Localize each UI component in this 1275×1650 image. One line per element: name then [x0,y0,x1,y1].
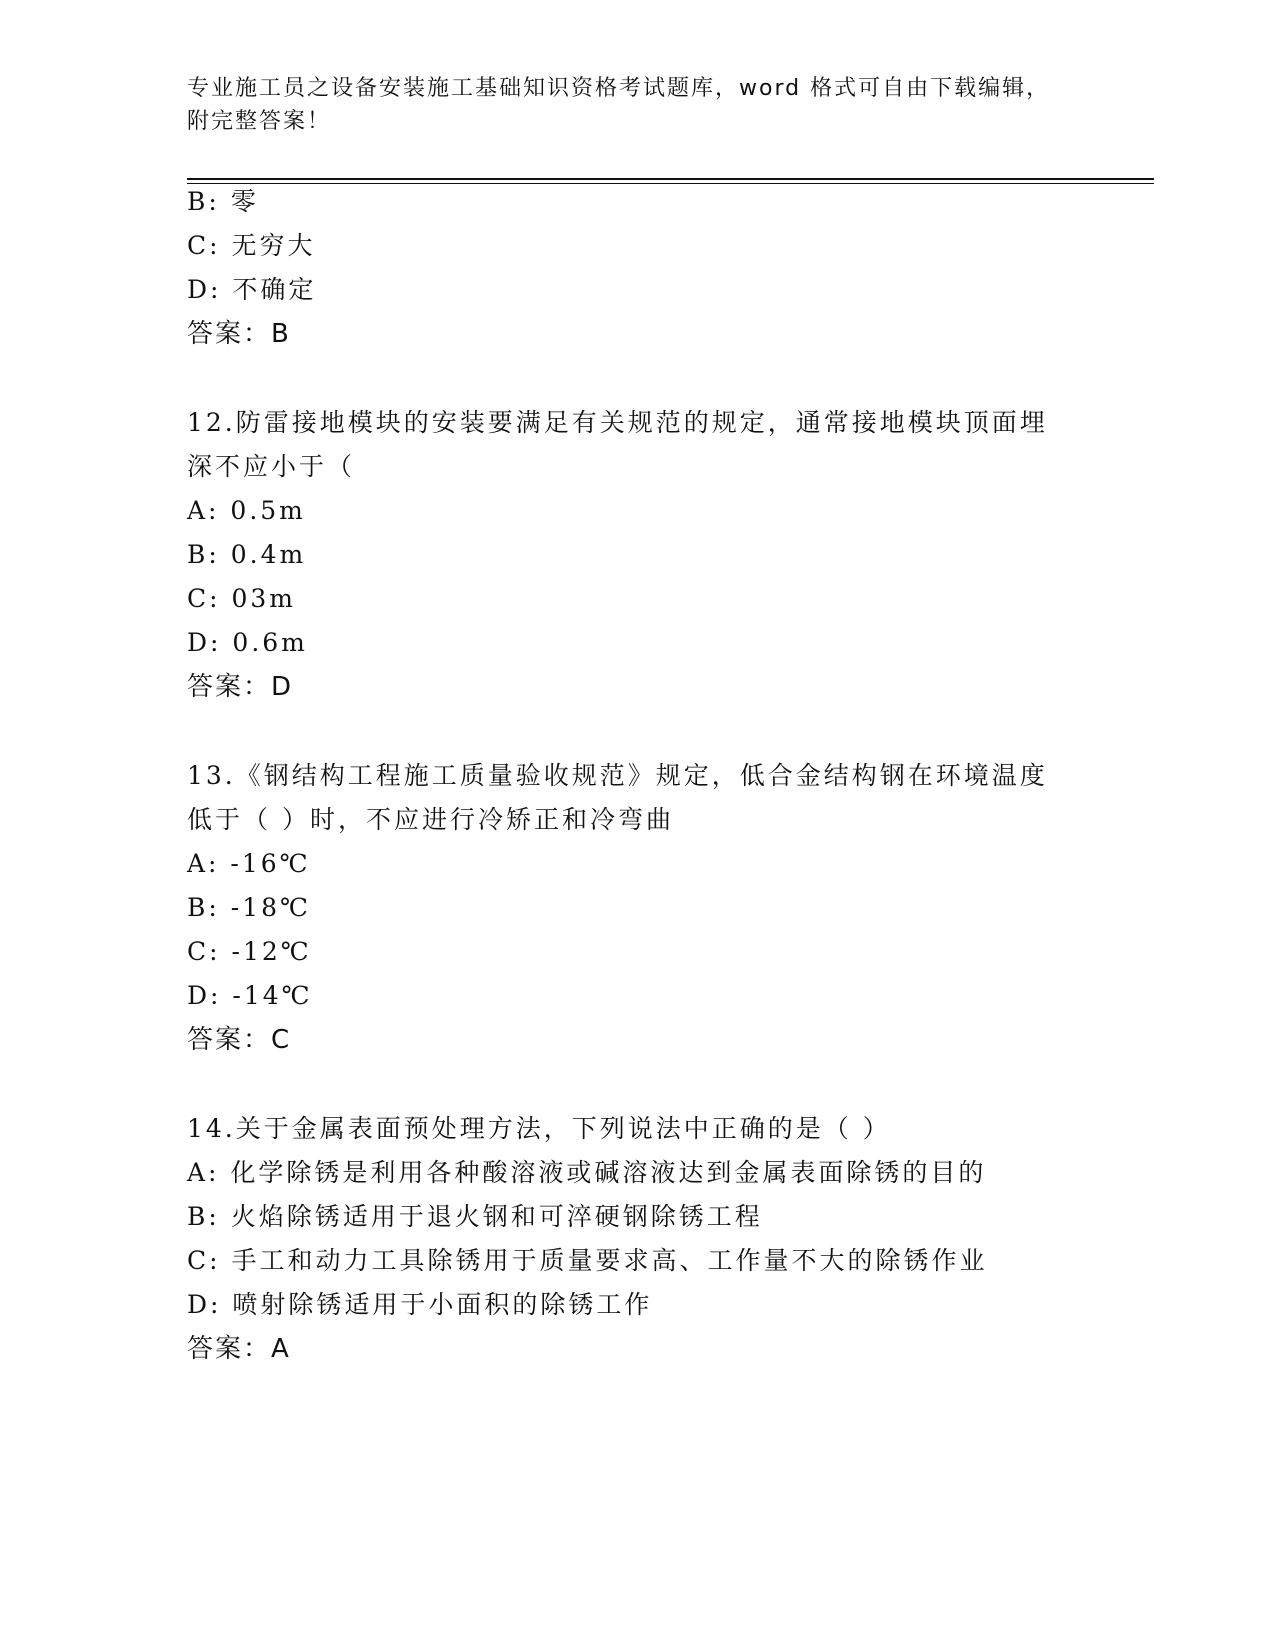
document-header [187,72,1087,138]
header-divider-thin [187,183,1154,184]
q12-option-c: C: 03m [187,584,297,613]
q13-option-b: B: -18℃ [187,893,311,922]
q11-option-d: D: 不确定 [187,275,317,304]
q14-answer: 答案：A [187,1334,291,1364]
header-line-2: 附完整答案！ [187,109,332,134]
q13-option-a: A: -16℃ [187,849,311,878]
q12-answer: 答案：D [187,672,294,702]
q13-stem-line-2: 低于（ ）时，不应进行冷矫正和冷弯曲 [187,805,674,834]
q12-stem-line-2: 深不应小于（ [187,452,356,481]
q13-option-d: D: -14℃ [187,981,313,1010]
q13-answer: 答案：C [187,1025,292,1055]
q14-option-a: A: 化学除锈是利用各种酸溶液或碱溶液达到金属表面除锈的目的 [187,1158,987,1187]
q11-option-b: B: 零 [187,187,259,216]
q11-answer: 答案：B [187,319,291,349]
header-line-1: 专业施工员之设备安装施工基础知识资格考试题库，word 格式可自由下载编辑， [187,76,1051,101]
q13-option-c: C: -12℃ [187,937,312,966]
q14-option-c: C: 手工和动力工具除锈用于质量要求高、工作量不大的除锈作业 [187,1246,988,1275]
q14-stem-line-1: 14.关于金属表面预处理方法，下列说法中正确的是（ ） [187,1114,891,1143]
q12-option-a: A: 0.5m [187,496,306,525]
q14-option-b: B: 火焰除锈适用于退火钢和可淬硬钢除锈工程 [187,1202,763,1231]
q13-stem-line-1: 13.《钢结构工程施工质量验收规范》规定，低合金结构钢在环境温度 [187,761,1048,790]
q12-stem-line-1: 12.防雷接地模块的安装要满足有关规范的规定，通常接地模块顶面埋 [187,408,1048,437]
header-divider-thick [187,178,1154,180]
q14-option-d: D: 喷射除锈适用于小面积的除锈工作 [187,1290,653,1319]
q12-option-b: B: 0.4m [187,540,307,569]
q11-option-c: C: 无穷大 [187,231,316,260]
q12-option-d: D: 0.6m [187,628,308,657]
